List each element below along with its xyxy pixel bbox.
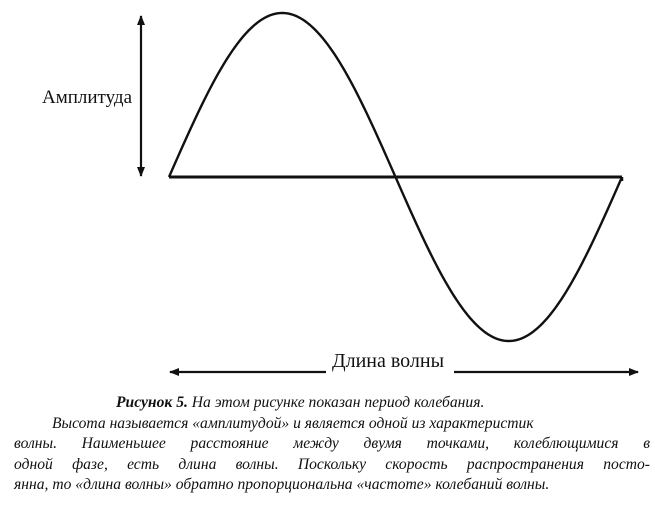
figure-description: На этом рисунке показан период колебания. [187,394,485,411]
caption-line: Высота называется «амплитудой» и является одной из характеристик [52,414,534,432]
amplitude-label: Амплитуда [42,87,133,108]
figure-number: Рисунок 5. [116,394,188,411]
wavelength-label: Длина волны [331,350,445,372]
caption-heading [14,393,650,414]
caption-line: волны. Наименьшее расстояние между двумя точками, колеблющимися в [14,435,650,452]
figure-caption [14,393,650,496]
caption-line: одной фазе, есть длина волны. Поскольку скорость распространения посто- [14,455,650,473]
caption-line: янна, то «длина волны» обратно пропорциональна «частоте» колебаний волны. [14,476,550,493]
